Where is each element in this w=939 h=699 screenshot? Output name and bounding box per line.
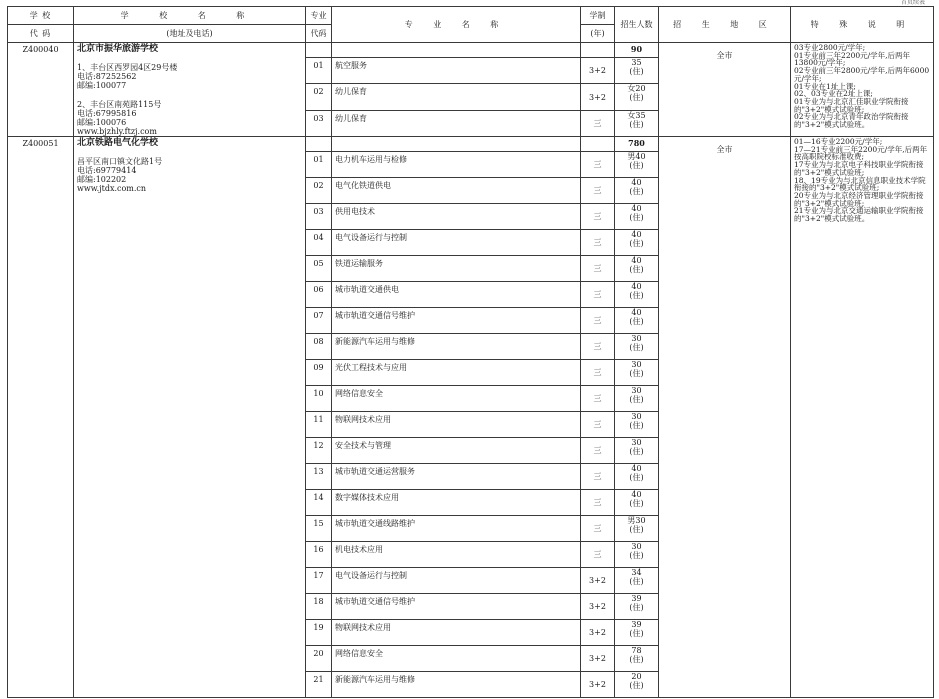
boarding-note: (住) bbox=[629, 655, 644, 664]
boarding-note: (住) bbox=[629, 213, 644, 222]
boarding-note: (住) bbox=[629, 317, 644, 326]
major-quota bbox=[615, 84, 659, 110]
header-notes: 特 殊 说 明 bbox=[791, 7, 934, 43]
enrollment-region: 全市 bbox=[659, 43, 791, 137]
major-quota bbox=[615, 110, 659, 136]
study-length: 三 bbox=[581, 542, 615, 568]
quota-count: 40 bbox=[631, 256, 642, 265]
major-quota bbox=[615, 620, 659, 646]
major-code: 08 bbox=[306, 334, 332, 360]
study-length: 三 bbox=[581, 230, 615, 256]
header-major-code-2: 代码 bbox=[306, 25, 332, 43]
empty-major-code bbox=[306, 137, 332, 152]
study-length: 3+2 bbox=[581, 568, 615, 594]
major-code: 07 bbox=[306, 308, 332, 334]
major-name: 网络信息安全 bbox=[332, 386, 581, 412]
major-code: 04 bbox=[306, 230, 332, 256]
quota-count: 40 bbox=[631, 490, 642, 499]
major-code: 06 bbox=[306, 282, 332, 308]
study-length: 三 bbox=[581, 438, 615, 464]
major-quota bbox=[615, 256, 659, 282]
quota-count: 40 bbox=[631, 308, 642, 317]
major-code: 17 bbox=[306, 568, 332, 594]
quota-count: 30 bbox=[631, 360, 642, 369]
major-name: 城市轨道交通信号维护 bbox=[332, 594, 581, 620]
boarding-note: (住) bbox=[629, 577, 644, 586]
major-name: 电气设备运行与控制 bbox=[332, 568, 581, 594]
major-code: 02 bbox=[306, 84, 332, 110]
major-name: 安全技术与管理 bbox=[332, 438, 581, 464]
study-length: 3+2 bbox=[581, 84, 615, 110]
major-name: 城市轨道交通信号维护 bbox=[332, 308, 581, 334]
quota-count: 女35 bbox=[627, 110, 646, 120]
major-quota bbox=[615, 58, 659, 84]
quota-count: 男40 bbox=[627, 152, 646, 161]
major-quota bbox=[615, 386, 659, 412]
school-address: 1、丰台区西罗园4区29号楼 电话:87252562 邮编:100077 bbox=[77, 63, 178, 90]
major-code: 01 bbox=[306, 152, 332, 178]
study-length: 三 bbox=[581, 334, 615, 360]
school-code: Z400051 bbox=[8, 137, 74, 698]
quota-count: 34 bbox=[631, 568, 642, 577]
major-code: 18 bbox=[306, 594, 332, 620]
empty-length bbox=[581, 43, 615, 58]
major-name: 电气化铁道供电 bbox=[332, 178, 581, 204]
school-code: Z400040 bbox=[8, 43, 74, 137]
quota-count: 40 bbox=[631, 282, 642, 291]
boarding-note: (住) bbox=[629, 525, 644, 534]
header-region: 招 生 地 区 bbox=[659, 7, 791, 43]
header-length-1: 学制 bbox=[581, 7, 615, 25]
quota-count: 40 bbox=[631, 464, 642, 473]
empty-major-name bbox=[332, 43, 581, 58]
quota-count: 30 bbox=[631, 412, 642, 421]
boarding-note: (住) bbox=[629, 93, 644, 103]
major-quota bbox=[615, 152, 659, 178]
boarding-note: (住) bbox=[629, 395, 644, 404]
major-name: 电气设备运行与控制 bbox=[332, 230, 581, 256]
header-school-code-1: 学 校 bbox=[8, 7, 74, 25]
major-name: 物联网技术应用 bbox=[332, 620, 581, 646]
major-quota bbox=[615, 178, 659, 204]
quota-count: 39 bbox=[631, 594, 642, 603]
boarding-note: (住) bbox=[629, 473, 644, 482]
major-code: 15 bbox=[306, 516, 332, 542]
header-length-2: (年) bbox=[581, 25, 615, 43]
study-length: 3+2 bbox=[581, 620, 615, 646]
major-code: 16 bbox=[306, 542, 332, 568]
study-length: 3+2 bbox=[581, 58, 615, 84]
enrollment-region: 全市 bbox=[659, 137, 791, 698]
quota-count: 30 bbox=[631, 334, 642, 343]
major-name: 城市轨道交通线路维护 bbox=[332, 516, 581, 542]
quota-count: 78 bbox=[631, 646, 642, 655]
boarding-note: (住) bbox=[629, 629, 644, 638]
major-quota bbox=[615, 672, 659, 698]
major-quota bbox=[615, 334, 659, 360]
boarding-note: (住) bbox=[629, 551, 644, 560]
major-name: 城市轨道交通运营服务 bbox=[332, 464, 581, 490]
major-code: 20 bbox=[306, 646, 332, 672]
major-name: 城市轨道交通供电 bbox=[332, 282, 581, 308]
boarding-note: (住) bbox=[629, 681, 644, 690]
header-school-name-1: 学 校 名 称 bbox=[74, 7, 306, 25]
table-body bbox=[8, 43, 934, 698]
table-header bbox=[8, 7, 934, 43]
boarding-note: (住) bbox=[629, 369, 644, 378]
header-quota: 招生人数 bbox=[615, 7, 659, 43]
school-address: 昌平区南口镇文化路1号 电话:69779414 邮编:102202 www.jtdx.com.cn bbox=[77, 157, 163, 193]
major-name: 光伏工程技术与应用 bbox=[332, 360, 581, 386]
boarding-note: (住) bbox=[629, 343, 644, 352]
study-length: 3+2 bbox=[581, 672, 615, 698]
major-name: 新能源汽车运用与维修 bbox=[332, 672, 581, 698]
school-row bbox=[8, 137, 934, 152]
study-length: 三 bbox=[581, 152, 615, 178]
study-length: 三 bbox=[581, 360, 615, 386]
major-code: 10 bbox=[306, 386, 332, 412]
major-quota bbox=[615, 568, 659, 594]
study-length: 三 bbox=[581, 308, 615, 334]
major-name: 物联网技术应用 bbox=[332, 412, 581, 438]
quota-count: 40 bbox=[631, 204, 642, 213]
boarding-note: (住) bbox=[629, 499, 644, 508]
boarding-note: (住) bbox=[629, 603, 644, 612]
major-code: 01 bbox=[306, 58, 332, 84]
study-length: 3+2 bbox=[581, 594, 615, 620]
study-length: 三 bbox=[581, 282, 615, 308]
study-length: 三 bbox=[581, 204, 615, 230]
study-length: 三 bbox=[581, 516, 615, 542]
header-school-name-2: (地址及电话) bbox=[74, 25, 306, 43]
school-address: 2、丰台区南苑路115号 电话:67995816 邮编:100076 www.bjzhly.ftzj.com bbox=[77, 100, 162, 136]
corner-note: 首页续表 bbox=[900, 0, 925, 6]
special-notes: 03专业2800元/学年; 01专业前三年2200元/学年,后两年13800元/学年; 02专业前三年2800元/学年,后两年6000元/学年; 01专业在1址上课; 02、03专业在2址上课; 01专业为与北京汇佳职业学院衔接的"3+2"模式试验班; 02专业为与北京青年政治学院衔接的"3+2"模式试验班。 bbox=[791, 43, 934, 137]
boarding-note: (住) bbox=[629, 119, 644, 129]
major-name: 数字媒体技术应用 bbox=[332, 490, 581, 516]
major-name: 机电技术应用 bbox=[332, 542, 581, 568]
major-name: 幼儿保育 bbox=[332, 84, 581, 110]
quota-count: 39 bbox=[631, 620, 642, 629]
study-length: 三 bbox=[581, 464, 615, 490]
major-code: 09 bbox=[306, 360, 332, 386]
study-length: 三 bbox=[581, 412, 615, 438]
quota-count: 30 bbox=[631, 542, 642, 551]
major-quota bbox=[615, 646, 659, 672]
boarding-note: (住) bbox=[629, 161, 644, 170]
quota-count: 35 bbox=[631, 58, 642, 68]
empty-major-code bbox=[306, 43, 332, 58]
boarding-note: (住) bbox=[629, 187, 644, 196]
major-name: 铁道运输服务 bbox=[332, 256, 581, 282]
major-quota bbox=[615, 230, 659, 256]
major-quota bbox=[615, 438, 659, 464]
major-code: 12 bbox=[306, 438, 332, 464]
major-code: 02 bbox=[306, 178, 332, 204]
quota-count: 女20 bbox=[627, 84, 646, 94]
major-quota bbox=[615, 464, 659, 490]
quota-count: 男30 bbox=[627, 516, 646, 525]
study-length: 三 bbox=[581, 490, 615, 516]
study-length: 三 bbox=[581, 386, 615, 412]
boarding-note: (住) bbox=[629, 239, 644, 248]
enrollment-table bbox=[7, 6, 934, 698]
special-notes: 01—16专业2200元/学年; 17—21专业前三年2200元/学年,后两年按高职院校标准收费; 17专业为与北京电子科技职业学院衔接的"3+2"模式试验班; 18、19专业为与北京信息职业技术学院衔接的"3+2"模式试验班; 20专业为与北京经济管理职业学院衔接的"3+2"模式试验班; 21专业为与北京交通运输职业学院衔接的"3+2"模式试验班。 bbox=[791, 137, 934, 698]
major-code: 19 bbox=[306, 620, 332, 646]
school-name: 北京铁路电气化学校 bbox=[77, 138, 159, 148]
major-name: 网络信息安全 bbox=[332, 646, 581, 672]
major-quota bbox=[615, 308, 659, 334]
study-length: 三 bbox=[581, 178, 615, 204]
major-quota bbox=[615, 490, 659, 516]
quota-count: 30 bbox=[631, 438, 642, 447]
study-length: 三 bbox=[581, 256, 615, 282]
major-code: 03 bbox=[306, 204, 332, 230]
major-code: 11 bbox=[306, 412, 332, 438]
major-name: 新能源汽车运用与维修 bbox=[332, 334, 581, 360]
major-quota bbox=[615, 282, 659, 308]
major-code: 03 bbox=[306, 110, 332, 136]
school-info bbox=[74, 137, 306, 698]
boarding-note: (住) bbox=[629, 67, 644, 77]
boarding-note: (住) bbox=[629, 447, 644, 456]
quota-count: 20 bbox=[631, 672, 642, 681]
school-total-quota: 780 bbox=[615, 137, 659, 152]
major-code: 14 bbox=[306, 490, 332, 516]
header-school-code-2: 代 码 bbox=[8, 25, 74, 43]
major-code: 13 bbox=[306, 464, 332, 490]
empty-major-name bbox=[332, 137, 581, 152]
empty-length bbox=[581, 137, 615, 152]
major-name: 航空服务 bbox=[332, 58, 581, 84]
major-quota bbox=[615, 360, 659, 386]
study-length: 3+2 bbox=[581, 646, 615, 672]
school-total-quota: 90 bbox=[615, 43, 659, 58]
quota-count: 40 bbox=[631, 230, 642, 239]
quota-count: 30 bbox=[631, 386, 642, 395]
major-name: 电力机车运用与检修 bbox=[332, 152, 581, 178]
school-info bbox=[74, 43, 306, 137]
major-quota bbox=[615, 594, 659, 620]
major-quota bbox=[615, 204, 659, 230]
boarding-note: (住) bbox=[629, 291, 644, 300]
major-name: 幼儿保育 bbox=[332, 110, 581, 136]
study-length: 三 bbox=[581, 110, 615, 136]
major-quota bbox=[615, 542, 659, 568]
major-code: 05 bbox=[306, 256, 332, 282]
major-name: 供用电技术 bbox=[332, 204, 581, 230]
major-quota bbox=[615, 516, 659, 542]
major-quota bbox=[615, 412, 659, 438]
school-row bbox=[8, 43, 934, 58]
header-major-code-1: 专业 bbox=[306, 7, 332, 25]
quota-count: 40 bbox=[631, 178, 642, 187]
boarding-note: (住) bbox=[629, 421, 644, 430]
header-major-name: 专 业 名 称 bbox=[332, 7, 581, 43]
school-name: 北京市振华旅游学校 bbox=[77, 44, 159, 54]
major-code: 21 bbox=[306, 672, 332, 698]
boarding-note: (住) bbox=[629, 265, 644, 274]
